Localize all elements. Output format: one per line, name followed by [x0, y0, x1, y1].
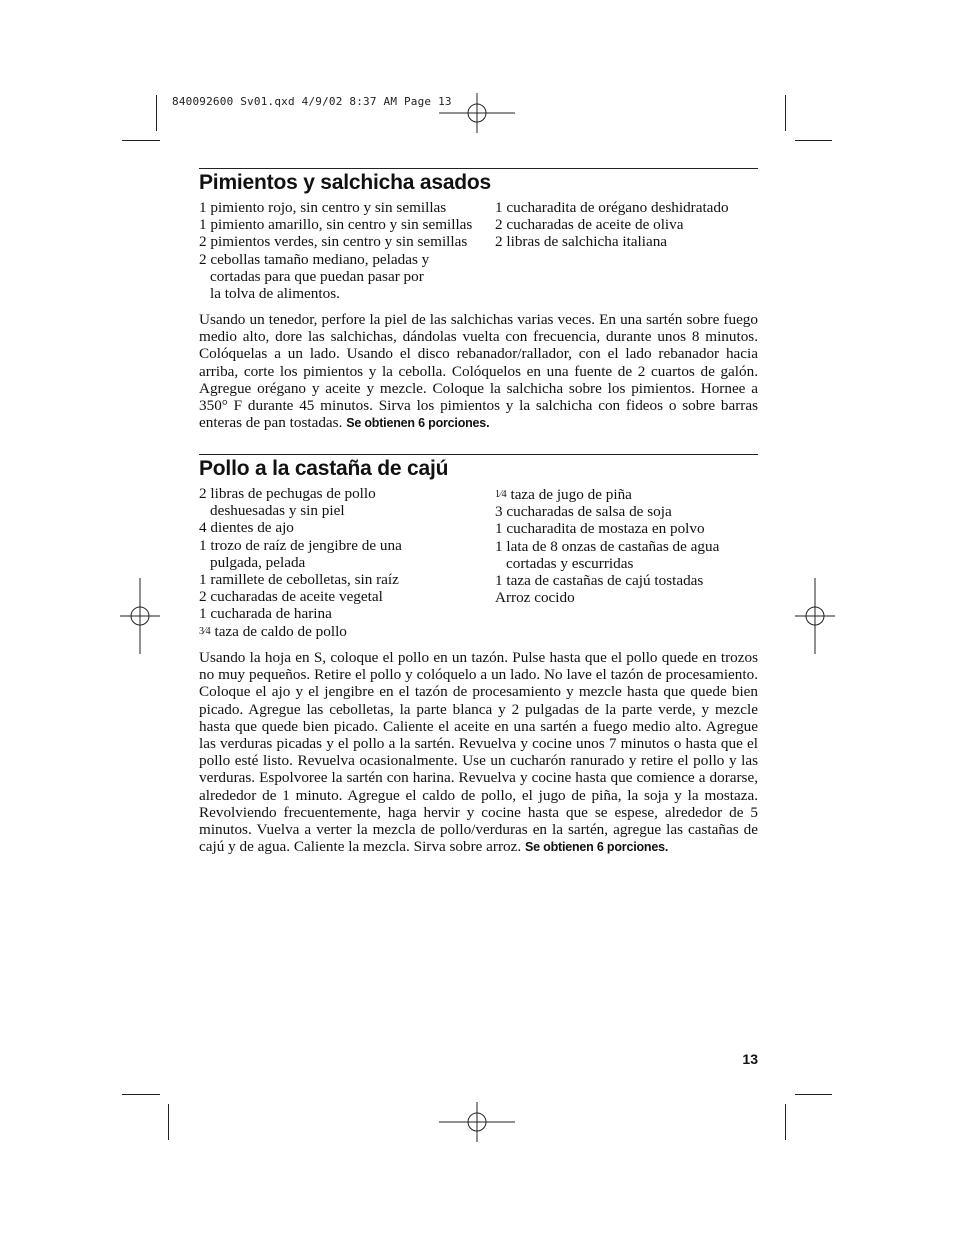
ingredient-item: 2 cucharadas de aceite vegetal [199, 588, 383, 606]
recipe-ingredients [199, 485, 758, 641]
instructions-text: Usando la hoja en S, coloque el pollo en un tazón. Pulse hasta que el pollo quede en trozos no muy pequeños. Retire el pollo y colóquelo a un lado. No lave el tazón de procesamiento. Coloque el ajo y el jengibre en el tazón de procesamiento y mezcle hasta que quede bien picado. Agregue las cebolletas, la parte blanca y 2 pulgadas de la parte verde, y mezcle hasta que quede bien picado. Caliente el aceite en una sartén a fuego medio alto. Agregue las verduras picadas y el pollo a la sartén. Revuelva y cocine unos 7 minutos o hasta que el pollo esté listo. Revuelva ocasionalmente. Use un cucharón ranurado y retire el pollo y las verduras. Espolvoree la sartén con harina. Revuelva y cocine hasta que comience a dorarse, alrededor de 1 minuto. Agregue el caldo de pollo, el jugo de piña, la soja y la mostaza. Revolviendo frecuentemente, haga hervir y cocine hasta que se espese, alrededor de 5 minutos. Vuelva a verter la mezcla de pollo/verduras en la sartén, agregue las castañas de cajú y de agua. Caliente la mezcla. Sirva sobre arroz. [199, 649, 758, 856]
registration-mark-icon [439, 1084, 515, 1160]
ingredient-item: 3 cucharadas de salsa de soja [495, 503, 672, 521]
registration-mark-icon [439, 75, 515, 151]
ingredient-item: 1 cucharada de harina [199, 605, 332, 623]
ingredient-item: 1 cucharadita de mostaza en polvo [495, 520, 705, 538]
ingredient-item: 4 dientes de ajo [199, 519, 294, 537]
ingredient-item-continued: pulgada, pelada [210, 553, 306, 571]
ingredient-text: taza de jugo de piña [506, 486, 632, 503]
page-number: 13 [742, 1051, 758, 1067]
instructions-paragraph [199, 311, 758, 432]
yield-text: Se obtienen 6 porciones. [346, 416, 490, 431]
crop-mark [785, 1104, 786, 1140]
section-rule [199, 454, 758, 455]
ingredient-item: 1 ramillete de cebolletas, sin raíz [199, 571, 399, 589]
crop-mark [795, 140, 832, 141]
ingredient-item-continued: la tolva de alimentos. [210, 285, 340, 303]
crop-mark [785, 95, 786, 131]
crop-mark [156, 95, 157, 131]
ingredient-item-continued: cortadas y escurridas [506, 554, 634, 572]
fraction: 3⁄4 [199, 625, 211, 637]
ingredient-item: 1 cucharadita de orégano deshidratado [495, 199, 729, 216]
yield-text: Se obtienen 6 porciones. [524, 840, 669, 855]
ingredient-item [199, 623, 494, 640]
ingredient-column-left [199, 485, 494, 640]
ingredient-item: 2 pimientos verdes, sin centro y sin semillas [199, 233, 468, 251]
recipe-title: Pollo a la castaña de cajú [199, 457, 449, 480]
ingredient-item-continued: cortadas para que puedan pasar por [210, 267, 424, 285]
ingredient-item: 2 libras de salchicha italiana [495, 233, 668, 251]
ingredient-text: taza de caldo de pollo [210, 622, 347, 640]
registration-mark-icon [102, 578, 178, 654]
ingredient-item: 1 taza de castañas de cajú tostadas [495, 572, 704, 590]
ingredient-item [495, 486, 758, 503]
ingredient-item: 1 trozo de raíz de jengibre de una [199, 536, 402, 554]
crop-mark [122, 140, 160, 141]
ingredient-item: 1 pimiento amarillo, sin centro y sin semillas [199, 216, 473, 234]
instructions-text: Usando un tenedor, perfore la piel de las salchichas varias veces. En una sartén sobre fuego medio alto, dore las salchichas, dándolas vuelta con frecuencia, durante unos 8 minutos. Colóquelas a un lado. Usando el disco rebanador/rallador, con el lado rebanador hacia arriba, corte los pimientos y la cebolla. Colóquelos en una fuente de 2 cuartos de galón. Agregue orégano y aceite y mezcle. Coloque la salchicha sobre los pimientos. Hornee a 350° F durante 45 minutos. Sirva los pimientos y la salchicha con fideos o sobre barras enteras de pan tostadas. [199, 311, 758, 432]
fraction: 1⁄4 [495, 489, 507, 500]
ingredient-item: 2 cebollas tamaño mediano, peladas y [199, 250, 430, 268]
ingredient-item: 2 cucharadas de aceite de oliva [495, 216, 684, 234]
crop-mark [168, 1104, 169, 1140]
ingredient-column-left [199, 199, 494, 302]
ingredient-item: Arroz cocido [495, 589, 575, 607]
registration-mark-icon [777, 578, 853, 654]
recipe-title: Pimientos y salchicha asados [199, 171, 492, 194]
ingredient-item: 2 libras de pechugas de pollo [199, 485, 376, 502]
crop-mark [795, 1094, 832, 1095]
crop-mark [122, 1094, 160, 1095]
recipe-ingredients [199, 199, 758, 303]
ingredient-item: 1 lata de 8 onzas de castañas de agua [495, 537, 720, 555]
instructions-paragraph [199, 649, 758, 856]
print-slug: 840092600 Sv01.qxd 4/9/02 8:37 AM Page 13 [172, 95, 452, 108]
ingredient-column-right [495, 486, 758, 606]
section-rule [199, 168, 758, 169]
ingredient-item-continued: deshuesadas y sin piel [210, 502, 345, 520]
ingredient-item: 1 pimiento rojo, sin centro y sin semillas [199, 199, 447, 216]
ingredient-column-right [495, 199, 758, 251]
